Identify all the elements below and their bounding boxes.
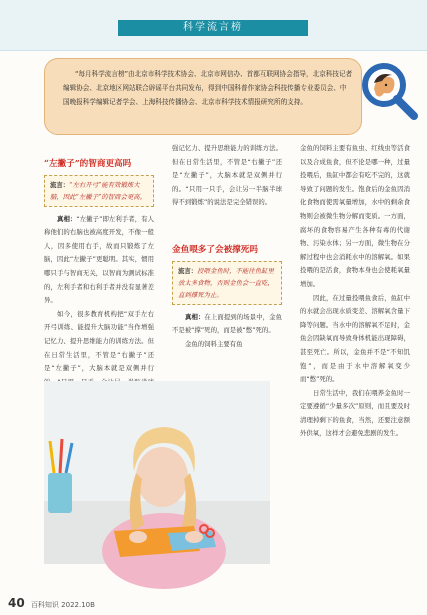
article1-callout bbox=[44, 175, 154, 207]
article2-paragraph-3: 因此，在过量投喂鱼食后，鱼缸中的水就会出现水质变差、溶解氧含量下降等问题。当水中的溶解氧不足时，金鱼会因缺氧而导致身体机能出现障碍，甚至死亡。所以，金鱼并不是“不知饥饱”，而是由于水中溶解氧变少而“憋”死的。 bbox=[300, 293, 410, 384]
article1-truth-label: 真相： bbox=[57, 214, 77, 223]
section-tab bbox=[118, 20, 308, 36]
article1-title: “左撇子”的智商更高吗 bbox=[44, 159, 132, 169]
column-3 bbox=[300, 142, 410, 441]
header-band bbox=[0, 0, 427, 51]
article2-callout-text: 投喂金鱼时，不能往鱼缸里放太多食物，否则金鱼会一直吃，直到撑死为止。 bbox=[178, 266, 274, 299]
article1-callout-label: 流言： bbox=[50, 180, 70, 189]
article2-paragraph-2-start: 金鱼的饲料主要有鱼 bbox=[185, 339, 243, 348]
magnifier-icon bbox=[360, 61, 420, 121]
article2-truth-label: 真相： bbox=[185, 312, 205, 321]
page-number: 40 bbox=[8, 596, 25, 610]
column-1 bbox=[44, 142, 154, 390]
article2-title: 金鱼喂多了会被撑死吗 bbox=[172, 244, 258, 255]
article1-paragraph-1-text: “左撇子”即左利手者，有人称他们的右脑也被高度开发，不像一般人，因多使用右手，故而只锻炼了左脑，因此“左撇子”更聪明。其实，惯用哪只手与智商无关，以智商为测试标准的，左利手者和右利手者并没有显著差异。 bbox=[44, 214, 155, 305]
intro-text: “每月科学流言榜”由北京市科学技术协会、北京市网信办、首都互联网协会指导，北京科技记者编辑协会、北京地区网站联合辟谣平台共同发布，得到中国科普作家协会科技传播专业委员会、中国晚报科学编辑记者学会、上海科技传播协会、北京市科学技术情报研究所的支持。 bbox=[63, 70, 353, 106]
article1-paragraph-2-continued: 强记忆力、提升思维能力的训练方法。但在日常生活里，不管是“右撇子”还是“左撇子”，大脑本就是双侧并行的。“只用一只手，会让另一半脑半球得不到锻炼”的说法是完全错误的。 bbox=[172, 144, 282, 207]
article2-callout-label: 流言： bbox=[178, 266, 198, 275]
article1-callout-text: “左右开弓”能有效锻炼大脑，因此“左撇子”的智商会更高。 bbox=[50, 180, 147, 201]
article2-paragraph-1-text: 在上面提到的场景中，金鱼不是被“撑”死的，而是被“憋”死的。 bbox=[172, 312, 283, 335]
section-title: 科学流言榜 bbox=[183, 22, 243, 33]
journal-issue: 百科知识 2022.10B bbox=[30, 601, 95, 609]
article2-callout bbox=[172, 261, 282, 305]
column-2 bbox=[172, 142, 282, 351]
article2-paragraph-1 bbox=[172, 311, 282, 338]
article2-paragraph-2: 金鱼的饲料主要有鱼虫、红线虫等活食以及合成鱼食，但不论是哪一种，过量投喂后，鱼缸中都会有吃不完的，这就导致了问题的发生。饱食后的金鱼因消化食物而使需氧量增加，水中的剩余食物则会被微生物分解而变质。一方面，腐坏的食物容易产生各种有毒的代谢物、污染水体；另一方面，微生物在分解过程中也会消耗水中的溶解氧。如果投喂的是活食，食物本身也会使耗氧量增加。 bbox=[300, 144, 410, 288]
page-footer bbox=[8, 596, 95, 610]
article1-paragraph-1 bbox=[44, 213, 154, 308]
photo-girl-cutting-paper bbox=[44, 381, 270, 564]
article1-paragraph-2: 如今，很多教育机构把“双手左右开弓训练、能提升大脑功能”当作增强记忆力、提升思维能力的训练方法。但在日常生活里，不管是“右撇子”还是“左撇子”，大脑本就是双侧并行 bbox=[44, 309, 154, 373]
article2-paragraph-4: 日常生活中，我们在喂养金鱼时一定要遵循“少量多次”原则，而且要及时清理掉剩下的鱼食，当然，还要注意额外供氧，这样才会避免悲剧的发生。 bbox=[300, 388, 410, 438]
intro-box bbox=[44, 58, 362, 135]
